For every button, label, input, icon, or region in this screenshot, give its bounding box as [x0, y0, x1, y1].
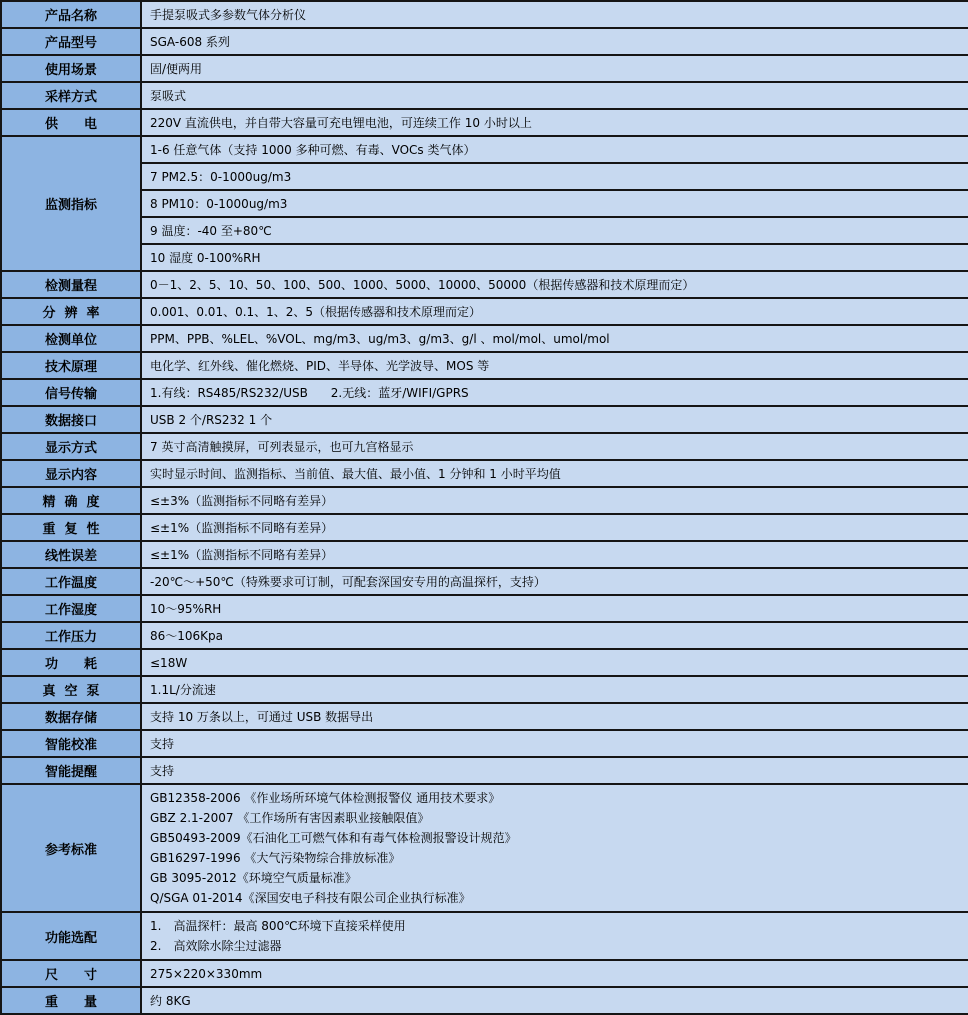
spec-row [1, 352, 968, 379]
spec-row [1, 912, 968, 960]
spec-row [1, 649, 968, 676]
spec-row-label: 工作湿度 [1, 595, 141, 622]
spec-row-label: 使用场景 [1, 55, 141, 82]
spec-row [1, 406, 968, 433]
spec-row-label: 精 确 度 [1, 487, 141, 514]
spec-row-value: USB 2 个/RS232 1 个 [141, 406, 968, 433]
spec-row-label: 功 耗 [1, 649, 141, 676]
spec-row [1, 784, 968, 912]
spec-value-line: GB12358-2006 《作业场所环境气体检测报警仪 通用技术要求》 [150, 791, 501, 805]
spec-row [1, 163, 968, 190]
spec-row [1, 217, 968, 244]
spec-row [1, 514, 968, 541]
spec-row-label: 显示内容 [1, 460, 141, 487]
spec-row-label: 监测指标 [1, 136, 141, 271]
spec-row [1, 1, 968, 28]
spec-row-value: 0.001、0.01、0.1、1、2、5（根据传感器和技术原理而定） [141, 298, 968, 325]
spec-row-value: 220V 直流供电，并自带大容量可充电锂电池，可连续工作 10 小时以上 [141, 109, 968, 136]
spec-value-line: Q/SGA 01-2014《深国安电子科技有限公司企业执行标准》 [150, 891, 471, 905]
spec-row-value: PPM、PPB、%LEL、%VOL、mg/m3、ug/m3、g/m3、g/l 、mol/mol、umol/mol [141, 325, 968, 352]
spec-row-label: 工作压力 [1, 622, 141, 649]
spec-row [1, 190, 968, 217]
spec-row-value: 7 英寸高清触摸屏，可列表显示，也可九宫格显示 [141, 433, 968, 460]
spec-row-label: 功能选配 [1, 912, 141, 960]
spec-row-value: 手提泵吸式多参数气体分析仪 [141, 1, 968, 28]
spec-row [1, 325, 968, 352]
spec-row-label: 供 电 [1, 109, 141, 136]
spec-row-value: 支持 [141, 757, 968, 784]
spec-row-label: 技术原理 [1, 352, 141, 379]
spec-value-line: GB 3095-2012《环境空气质量标准》 [150, 871, 357, 885]
spec-row-value: 固/便两用 [141, 55, 968, 82]
spec-row [1, 541, 968, 568]
spec-row-value: 9 温度：-40 至+80℃ [141, 217, 968, 244]
spec-row-label: 产品型号 [1, 28, 141, 55]
spec-row-label: 采样方式 [1, 82, 141, 109]
spec-row [1, 960, 968, 987]
spec-row [1, 703, 968, 730]
spec-row-value: 8 PM10：0-1000ug/m3 [141, 190, 968, 217]
spec-row [1, 595, 968, 622]
spec-row-value: ≤±1%（监测指标不同略有差异） [141, 514, 968, 541]
spec-row-label: 尺 寸 [1, 960, 141, 987]
spec-row [1, 109, 968, 136]
spec-row-label: 重 量 [1, 987, 141, 1014]
spec-row-value: -20℃～+50℃（特殊要求可订制，可配套深国安专用的高温探杆，支持） [141, 568, 968, 595]
spec-value-line: GBZ 2.1-2007 《工作场所有害因素职业接触限值》 [150, 811, 430, 825]
spec-row [1, 433, 968, 460]
spec-row-value: 1.1L/分流速 [141, 676, 968, 703]
spec-row-value: 1-6 任意气体（支持 1000 多种可燃、有毒、VOCs 类气体） [141, 136, 968, 163]
spec-row-label: 真 空 泵 [1, 676, 141, 703]
spec-row-value: SGA-608 系列 [141, 28, 968, 55]
spec-row-value: 275×220×330mm [141, 960, 968, 987]
spec-row-value: 10 湿度 0-100%RH [141, 244, 968, 271]
spec-row-label: 产品名称 [1, 1, 141, 28]
spec-row-value: ≤±3%（监测指标不同略有差异） [141, 487, 968, 514]
spec-row [1, 82, 968, 109]
spec-row-value: 0－1、2、5、10、50、100、500、1000、5000、10000、50000（根据传感器和技术原理而定） [141, 271, 968, 298]
spec-row-value: 10～95%RH [141, 595, 968, 622]
spec-row-label: 显示方式 [1, 433, 141, 460]
spec-row [1, 271, 968, 298]
spec-row-label: 重 复 性 [1, 514, 141, 541]
spec-row-value: 1.有线：RS485/RS232/USB 2.无线：蓝牙/WIFI/GPRS [141, 379, 968, 406]
spec-row-label: 数据存储 [1, 703, 141, 730]
spec-row-value: 支持 [141, 730, 968, 757]
spec-value-line: GB50493-2009《石油化工可燃气体和有毒气体检测报警设计规范》 [150, 831, 517, 845]
spec-row-value: 泵吸式 [141, 82, 968, 109]
spec-value-line: 1. 高温探杆：最高 800℃环境下直接采样使用 [150, 919, 406, 933]
spec-row [1, 298, 968, 325]
spec-row [1, 730, 968, 757]
spec-row-value: 实时显示时间、监测指标、当前值、最大值、最小值、1 分钟和 1 小时平均值 [141, 460, 968, 487]
spec-row-label: 分 辨 率 [1, 298, 141, 325]
spec-value-line: 2. 高效除水除尘过滤器 [150, 939, 282, 953]
spec-row-value: 电化学、红外线、催化燃烧、PID、半导体、光学波导、MOS 等 [141, 352, 968, 379]
spec-row [1, 568, 968, 595]
spec-row [1, 244, 968, 271]
spec-value-line: GB16297-1996 《大气污染物综合排放标准》 [150, 851, 401, 865]
spec-row-label: 参考标准 [1, 784, 141, 912]
spec-row-value: 约 8KG [141, 987, 968, 1014]
spec-row-label: 线性误差 [1, 541, 141, 568]
spec-row [1, 379, 968, 406]
spec-row-label: 智能提醒 [1, 757, 141, 784]
spec-row-value [141, 912, 968, 960]
spec-row-value [141, 784, 968, 912]
spec-row-label: 智能校准 [1, 730, 141, 757]
spec-row-label: 检测单位 [1, 325, 141, 352]
spec-row [1, 757, 968, 784]
spec-row [1, 55, 968, 82]
spec-row-label: 工作温度 [1, 568, 141, 595]
spec-row [1, 28, 968, 55]
spec-row-value: ≤18W [141, 649, 968, 676]
spec-row [1, 622, 968, 649]
spec-row-label: 检测量程 [1, 271, 141, 298]
spec-row [1, 136, 968, 163]
spec-row-value: 7 PM2.5：0-1000ug/m3 [141, 163, 968, 190]
spec-row [1, 487, 968, 514]
spec-row-label: 数据接口 [1, 406, 141, 433]
spec-row-value: 86～106Kpa [141, 622, 968, 649]
spec-row-value: 支持 10 万条以上，可通过 USB 数据导出 [141, 703, 968, 730]
spec-table-body [1, 1, 968, 1014]
spec-row-label: 信号传输 [1, 379, 141, 406]
spec-row [1, 676, 968, 703]
spec-row [1, 460, 968, 487]
spec-row-value: ≤±1%（监测指标不同略有差异） [141, 541, 968, 568]
